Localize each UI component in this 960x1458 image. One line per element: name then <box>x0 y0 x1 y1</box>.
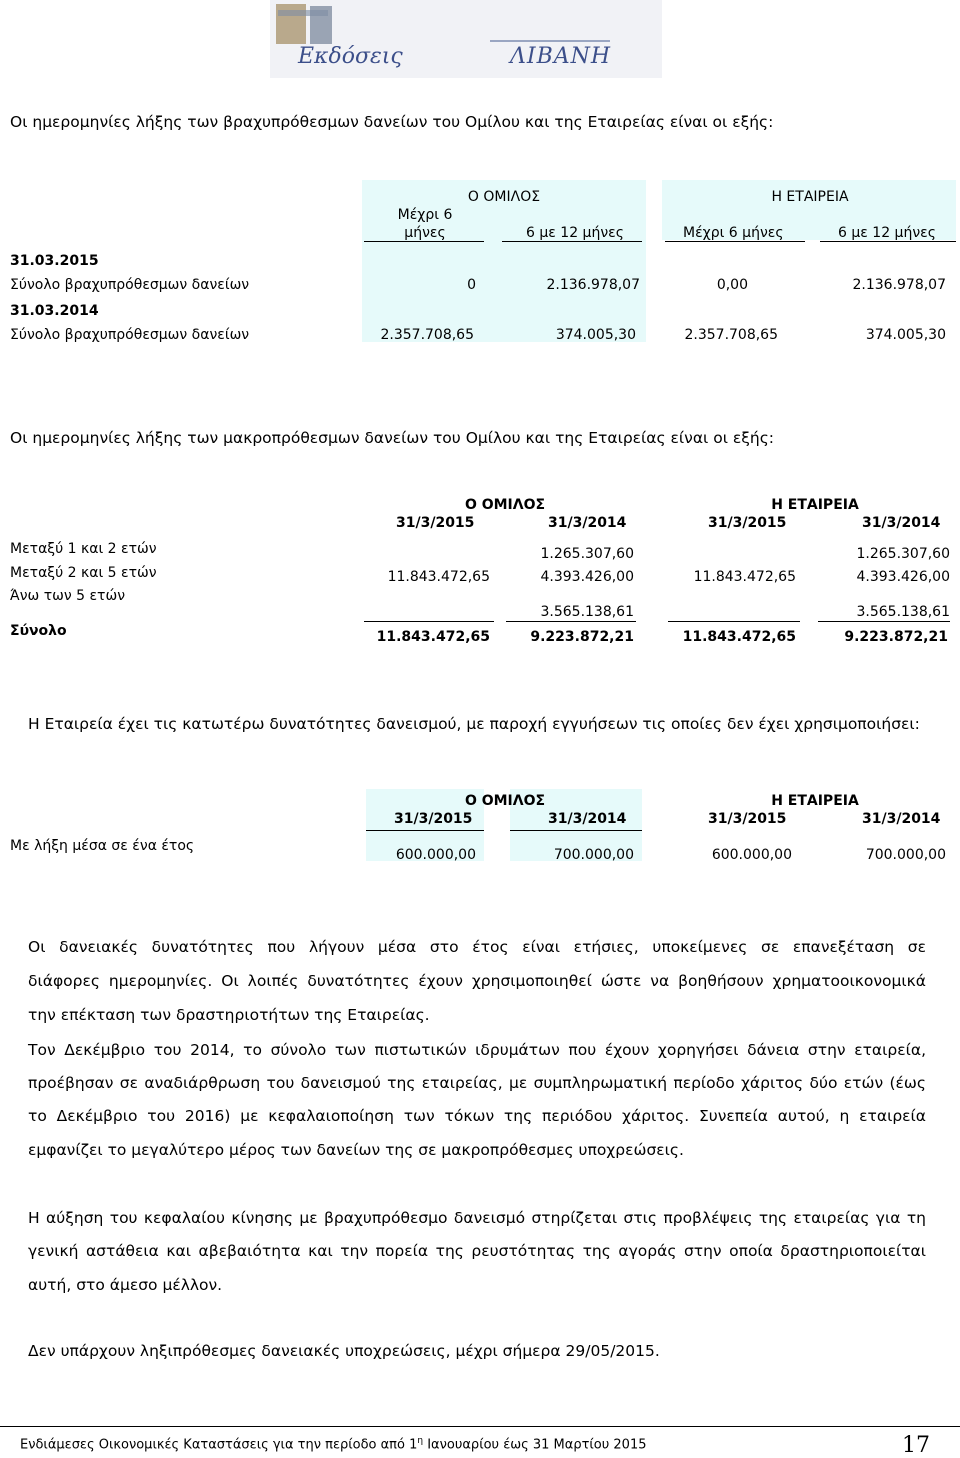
text-line: Οι δανειακές δυνατότητες που λήγουν μέσα στο έτος είναι ετήσιες, υποκείμενες σε επανεξέταση σε <box>28 938 926 956</box>
col-header: 31/3/2015 <box>708 515 787 531</box>
group-header: Ο ΟΜΙΛΟΣ <box>464 497 546 513</box>
value: 0 <box>467 277 476 293</box>
value: 374.005,30 <box>865 327 946 343</box>
text-line: διάφορες ημερομηνίες. Οι λοιπές δυνατότητες έχουν χρησιμοποιηθεί ώστε να βοηθήσουν χρηματοοικονομικά <box>28 972 926 990</box>
group-header: Ο ΟΜΙΛΟΣ <box>467 189 541 205</box>
total-label: Σύνολο <box>10 623 67 639</box>
value: 1.265.307,60 <box>540 546 634 562</box>
col-header-group-6m-line1: Μέχρι 6 <box>397 207 453 223</box>
value: 4.393.426,00 <box>856 569 950 585</box>
footer-text <box>20 1436 647 1452</box>
footer-text-after: Ιανουαρίου έως 31 Μαρτίου 2015 <box>423 1437 647 1453</box>
credit-lines-intro: Η Εταιρεία έχει τις κατωτέρω δυνατότητες δανεισμού, με παροχή εγγυήσεων τις οποίες δεν έχει χρησιμοποιήσει: <box>28 715 920 733</box>
text-line: την επέκταση των δραστηριοτήτων της Εταιρείας. <box>28 1006 430 1024</box>
text-line: το Δεκέμβριο του 2016) με κεφαλαιοποίηση των τόκων της περιόδου χάριτος. Συνεπεία αυτού, η εταιρεία <box>28 1107 926 1125</box>
col-header: 31/3/2014 <box>548 811 627 827</box>
row-label: Μεταξύ 2 και 5 ετών <box>10 565 157 581</box>
text-line: εμφανίζει το μεγαλύτερο μέρος των δανείων της σε μακροπρόθεσμες υποχρεώσεις. <box>28 1141 684 1159</box>
value: 374.005,30 <box>555 327 636 343</box>
company-header: Η ΕΤΑΙΡΕΙΑ <box>771 497 859 513</box>
text-line: προέβησαν σε αναδιάρθρωση του δανεισμού της εταιρείας, με συμπληρωματική περίοδο χάριτος δύο ετών (έως <box>28 1074 926 1092</box>
col-header: 31/3/2014 <box>862 811 941 827</box>
value: 2.357.708,65 <box>684 327 778 343</box>
total-value: 9.223.872,21 <box>530 629 634 645</box>
row-label-2015: Σύνολο βραχυπρόθεσμων δανείων <box>10 277 250 293</box>
company-header: Η ΕΤΑΙΡΕΙΑ <box>771 793 859 809</box>
value: 600.000,00 <box>395 847 476 863</box>
publisher-logo <box>270 0 662 78</box>
value: 11.843.472,65 <box>387 569 490 585</box>
row-label-2014: Σύνολο βραχυπρόθεσμων δανείων <box>10 327 250 343</box>
text-line: αυτή, στο άμεσο μέλλον. <box>28 1276 223 1294</box>
text-line: Τον Δεκέμβριο του 2014, το σύνολο των πιστωτικών ιδρυμάτων που έχουν χορηγήσει δάνεια στην εταιρεία, <box>28 1041 926 1059</box>
value: 3.565.138,61 <box>856 604 950 620</box>
value: 1.265.307,60 <box>856 546 950 562</box>
col-header: 31/3/2015 <box>396 515 475 531</box>
row-label: Άνω των 5 ετών <box>10 588 126 604</box>
value: 700.000,00 <box>553 847 634 863</box>
text-line: γενική αστάθεια και αβεβαιότητα και την πορεία της ρευστότητας της αγοράς στην οποία δραστηριοποιείται <box>28 1242 926 1260</box>
logo-text-right: ΛΙΒΑΝΗ <box>510 44 612 69</box>
logo-text-left: Εκδόσεις <box>298 44 403 69</box>
group-header: Ο ΟΜΙΛΟΣ <box>464 793 546 809</box>
value: 600.000,00 <box>711 847 792 863</box>
col-header-company-12m: 6 με 12 μήνες <box>838 225 936 241</box>
value: 3.565.138,61 <box>540 604 634 620</box>
col-header-group-6m-line2: μήνες <box>404 225 446 241</box>
footer-text-before: Ενδιάμεσες Οικονομικές Καταστάσεις για την περίοδο από 1 <box>20 1437 418 1453</box>
company-header: Η ΕΤΑΙΡΕΙΑ <box>771 189 849 205</box>
col-header: 31/3/2014 <box>862 515 941 531</box>
footer-superscript: η <box>417 1436 424 1446</box>
col-header: 31/3/2015 <box>708 811 787 827</box>
date-2015: 31.03.2015 <box>10 253 99 269</box>
text-line: Η αύξηση του κεφαλαίου κίνησης με βραχυπρόθεσμο δανεισμό στηρίζεται στις προβλέψεις της εταιρείας για τη <box>28 1209 926 1227</box>
total-value: 11.843.472,65 <box>682 629 796 645</box>
value: 11.843.472,65 <box>693 569 796 585</box>
long-term-intro: Οι ημερομηνίες λήξης των μακροπρόθεσμων δανείων του Ομίλου και της Εταιρείας είναι οι εξής: <box>10 429 775 447</box>
total-value: 9.223.872,21 <box>844 629 948 645</box>
col-header: 31/3/2014 <box>548 515 627 531</box>
row-label: Μεταξύ 1 και 2 ετών <box>10 541 157 557</box>
row-label: Με λήξη μέσα σε ένα έτος <box>10 838 195 854</box>
value: 0,00 <box>716 277 748 293</box>
value: 700.000,00 <box>865 847 946 863</box>
value: 2.136.978,07 <box>546 277 640 293</box>
paragraph-no-overdue: Δεν υπάρχουν ληξιπρόθεσμες δανειακές υποχρεώσεις, μέχρι σήμερα 29/05/2015. <box>28 1342 660 1360</box>
value: 2.136.978,07 <box>852 277 946 293</box>
page-number: 17 <box>902 1433 930 1458</box>
date-2014: 31.03.2014 <box>10 303 99 319</box>
value: 4.393.426,00 <box>540 569 634 585</box>
short-term-intro: Οι ημερομηνίες λήξης των βραχυπρόθεσμων δανείων του Ομίλου και της Εταιρείας είναι οι εξής: <box>10 113 774 131</box>
col-header: 31/3/2015 <box>394 811 473 827</box>
value: 2.357.708,65 <box>380 327 474 343</box>
footer-divider <box>0 1426 960 1427</box>
total-value: 11.843.472,65 <box>376 629 490 645</box>
col-header-company-6m: Μέχρι 6 μήνες <box>683 225 784 241</box>
col-header-group-12m: 6 με 12 μήνες <box>526 225 624 241</box>
